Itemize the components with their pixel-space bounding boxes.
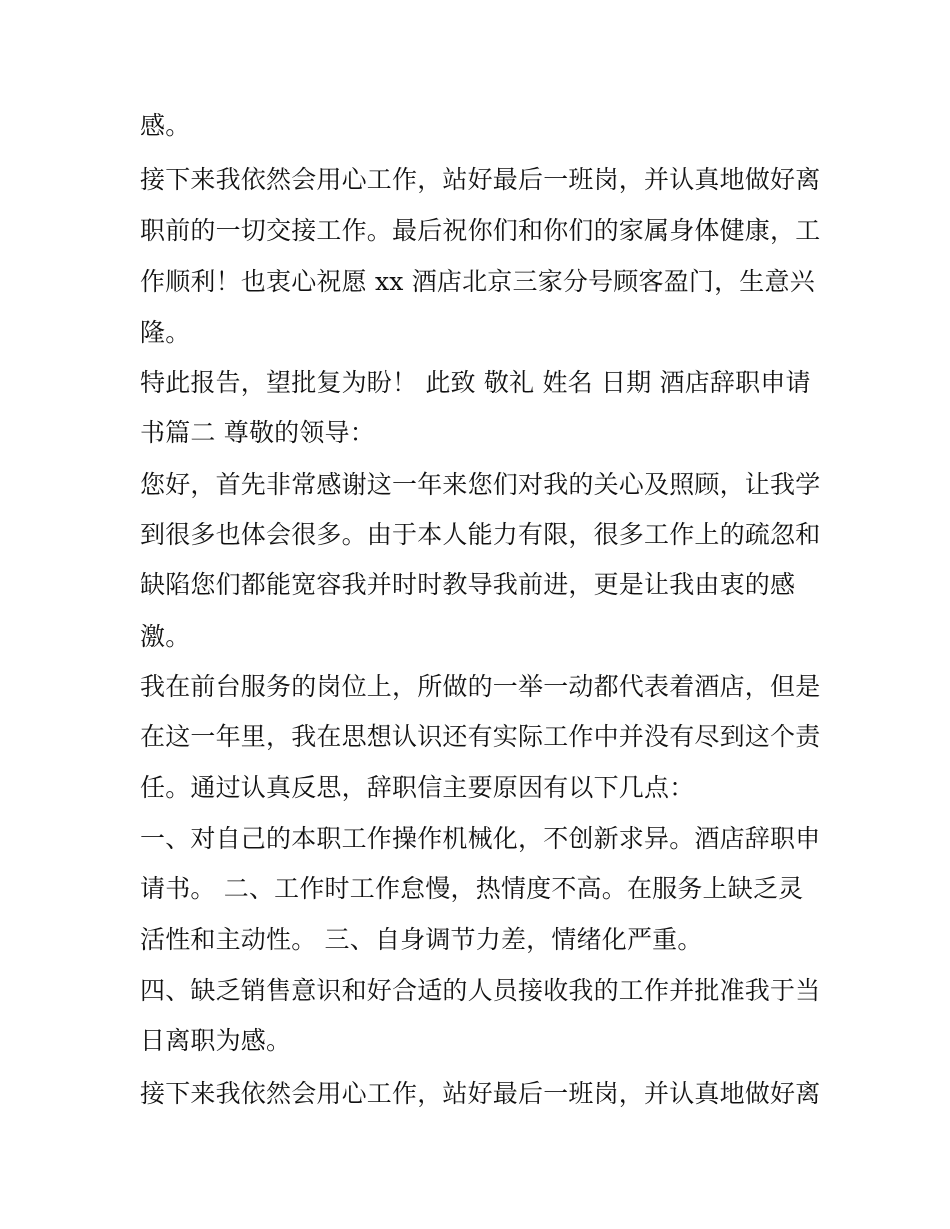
text-line: 隆。 bbox=[140, 318, 191, 347]
text-line: 四、缺乏销售意识和好合适的人员接收我的工作并批准我于当 bbox=[140, 976, 821, 1005]
text-line: 作顺利！也衷心祝愿 xx 酒店北京三家分号顾客盈门，生意兴 bbox=[140, 267, 815, 296]
text-line: 特此报告，望批复为盼！ 此致 敬礼 姓名 日期 酒店辞职申请 bbox=[140, 368, 811, 397]
text-line: 到很多也体会很多。由于本人能力有限，很多工作上的疏忽和 bbox=[140, 520, 821, 549]
text-line: 日离职为感。 bbox=[140, 1026, 292, 1055]
text-line: 您好，首先非常感谢这一年来您们对我的关心及照顾，让我学 bbox=[140, 470, 821, 499]
text-line: 激。 bbox=[140, 622, 191, 651]
text-line: 书篇二 尊敬的领导： bbox=[140, 418, 375, 447]
text-line: 活性和主动性。 三、自身调节力差，情绪化严重。 bbox=[140, 925, 703, 954]
text-line: 接下来我依然会用心工作，站好最后一班岗，并认真地做好离 bbox=[140, 165, 821, 194]
text-line: 职前的一切交接工作。最后祝你们和你们的家属身体健康，工 bbox=[140, 216, 821, 245]
text-line: 请书。 二、工作时工作怠慢，热情度不高。在服务上缺乏灵 bbox=[140, 874, 804, 903]
text-line: 接下来我依然会用心工作，站好最后一班岗，并认真地做好离 bbox=[140, 1079, 821, 1108]
text-line: 一、对自己的本职工作操作机械化，不创新求异。酒店辞职申 bbox=[140, 824, 821, 853]
text-line: 在这一年里，我在思想认识还有实际工作中并没有尽到这个责 bbox=[140, 722, 821, 751]
text-line: 感。 bbox=[140, 111, 191, 140]
text-line: 缺陷您们都能宽容我并时时教导我前进，更是让我由衷的感 bbox=[140, 570, 796, 599]
text-line: 任。通过认真反思，辞职信主要原因有以下几点： bbox=[140, 773, 695, 802]
text-line: 我在前台服务的岗位上，所做的一举一动都代表着酒店，但是 bbox=[140, 672, 821, 701]
